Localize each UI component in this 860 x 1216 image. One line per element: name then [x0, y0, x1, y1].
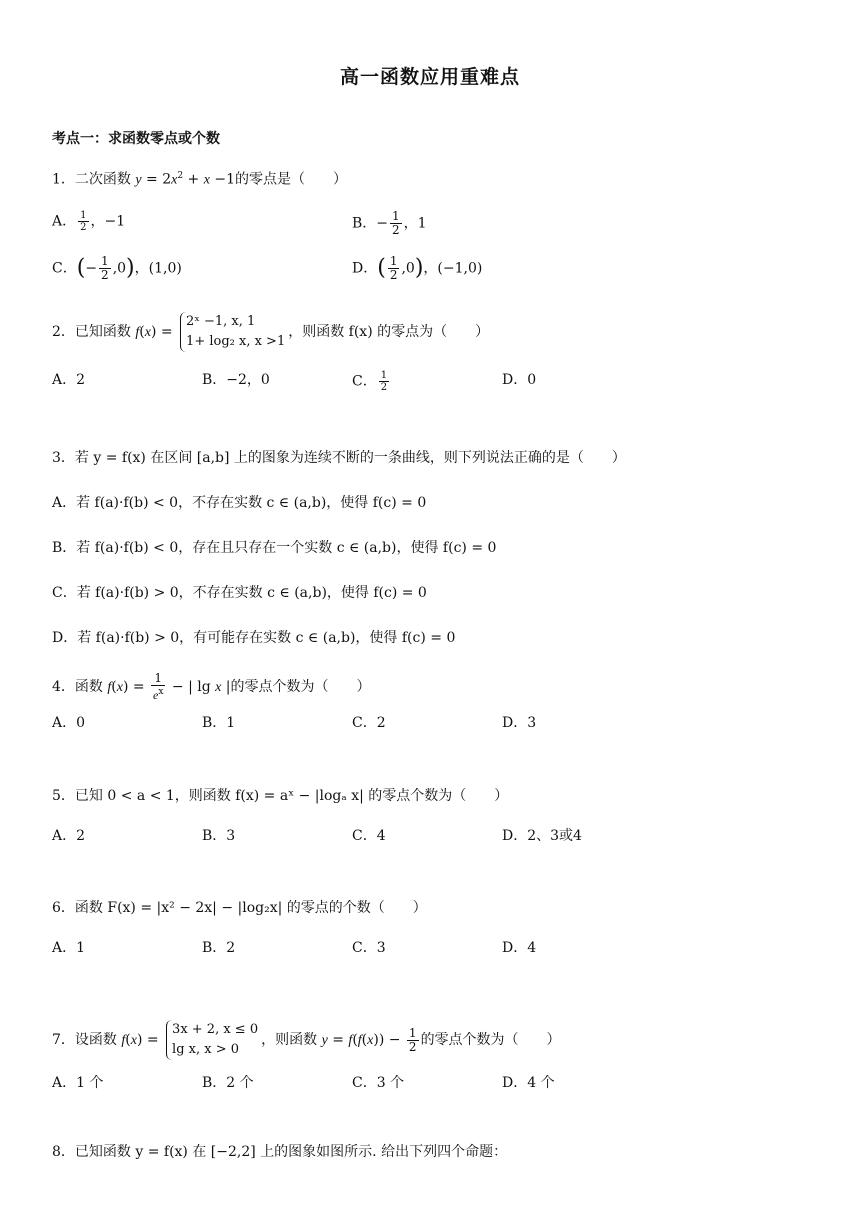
q2-option-d[interactable]: D．0: [502, 372, 537, 388]
q2-option-c[interactable]: C． $\frac{1}{2}$: [352, 370, 388, 393]
q7-option-c[interactable]: C．3 个: [352, 1075, 405, 1091]
question-8-stem: 8．已知函数 y = f(x) 在 [−2,2] 上的图象如图所示. 给出下列四个命题：: [52, 1144, 508, 1160]
q2-option-b[interactable]: B．−2，0: [202, 372, 270, 388]
q5-option-d[interactable]: D．2、3或4: [502, 828, 582, 844]
q3-option-c[interactable]: C．若 f(a)·f(b) > 0，不存在实数 c ∈ (a,b)，使得 f(c) = 0: [52, 585, 427, 601]
page-title: 高一函数应用重难点: [339, 66, 520, 88]
question-2-stem: 2．已知函数 f(x) = 2ˣ −1, x, 1 1+ log₂ x, x >1 ，则函数 f(x) 的零点为（ ）: [52, 312, 489, 352]
q1-option-b[interactable]: B．− $\frac{1}{2}$ ，1: [352, 209, 427, 237]
q4-option-a[interactable]: A．0: [52, 715, 86, 731]
q6-option-c[interactable]: C．3: [352, 940, 386, 956]
q4-option-b[interactable]: B．1: [202, 715, 236, 731]
q5-option-b[interactable]: B．3: [202, 828, 236, 844]
q1-option-a[interactable]: A． $\frac{1}{2}$ ，−1: [52, 210, 126, 233]
question-5-stem: 5．已知 0 < a < 1，则函数 f(x) = aˣ − |logₐ x| 的零点个数为（ ）: [52, 788, 509, 804]
q3-option-b[interactable]: B．若 f(a)·f(b) < 0，存在且只存在一个实数 c ∈ (a,b)，使得 f(c) = 0: [52, 540, 497, 556]
q1-option-c[interactable]: C．(− $\frac{1}{2}$ ,0)，(1,0): [52, 254, 182, 282]
q5-option-a[interactable]: A．2: [52, 828, 86, 844]
question-3-stem: 3．若 y = f(x) 在区间 [a,b] 上的图象为连续不断的一条曲线，则下列说法正确的是（ ）: [52, 450, 626, 466]
q1-option-d[interactable]: D．( $\frac{1}{2}$ ,0)，(−1,0): [352, 254, 483, 282]
q7-option-a[interactable]: A．1 个: [52, 1075, 104, 1091]
q6-option-b[interactable]: B．2: [202, 940, 236, 956]
question-6-stem: 6．函数 F(x) = |x² − 2x| − |log₂x| 的零点的个数（ ）: [52, 900, 427, 916]
q3-option-a[interactable]: A．若 f(a)·f(b) < 0，不存在实数 c ∈ (a,b)，使得 f(c) = 0: [52, 495, 427, 511]
piecewise-brace: 3x + 2, x ≤ 0 lg x, x > 0: [166, 1020, 258, 1060]
question-1-stem: 1．二次函数 $y = 2x^2 + x -1$的零点是（ ）: [52, 171, 348, 188]
q3-option-d[interactable]: D．若 f(a)·f(b) > 0，有可能存在实数 c ∈ (a,b)，使得 f(c) = 0: [52, 630, 456, 646]
q4-option-c[interactable]: C．2: [352, 715, 386, 731]
q5-option-c[interactable]: C．4: [352, 828, 386, 844]
q7-option-d[interactable]: D．4 个: [502, 1075, 555, 1091]
section-heading: 考点一：求函数零点或个数: [52, 131, 220, 147]
question-4-stem: 4．函数 f(x) = $\frac{1}{e^x}$ − | lg x |的零点个数为（ ）: [52, 671, 371, 702]
piecewise-brace: 2ˣ −1, x, 1 1+ log₂ x, x >1: [180, 312, 285, 352]
q6-option-d[interactable]: D．4: [502, 940, 537, 956]
q6-option-a[interactable]: A．1: [52, 940, 86, 956]
q1-formula: y: [135, 172, 142, 188]
question-7-stem: 7．设函数 f(x) = 3x + 2, x ≤ 0 lg x, x > 0 ，则函数 y = f(f(x)) − $\frac{1}{2}$ 的零点个数为（ ）: [52, 1020, 561, 1060]
q4-option-d[interactable]: D．3: [502, 715, 537, 731]
q2-option-a[interactable]: A．2: [52, 372, 86, 388]
q7-option-b[interactable]: B．2 个: [202, 1075, 254, 1091]
